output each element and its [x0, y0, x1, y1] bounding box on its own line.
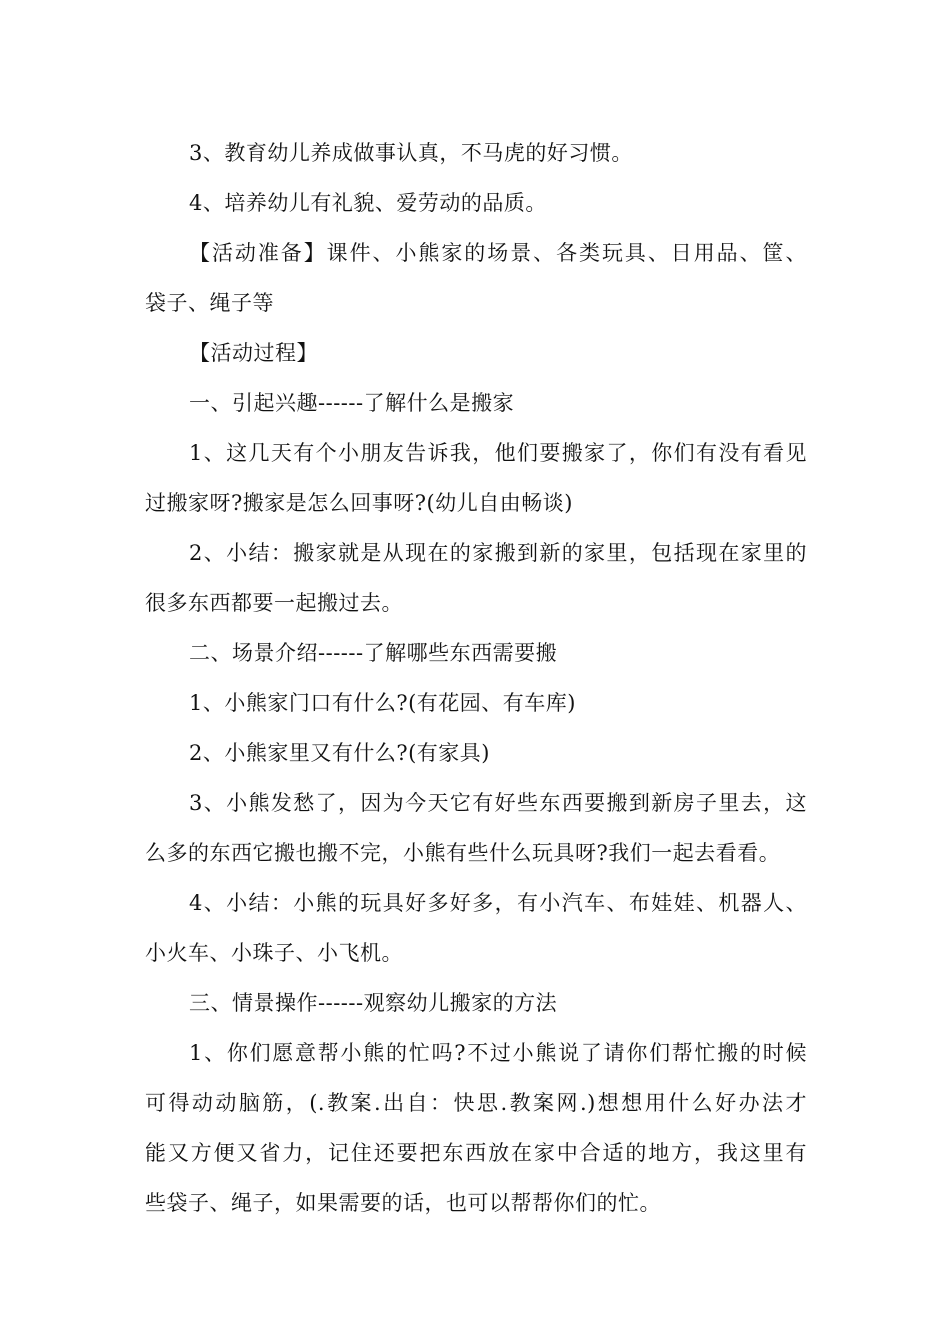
text-line: 可得动动脑筋，(.教案.出自：快思.教案网.)想想用什么好办法才: [145, 1091, 807, 1115]
text-line: 很多东西都要一起搬过去。: [145, 591, 403, 615]
text-line: 3、教育幼儿养成做事认真，不马虎的好习惯。: [189, 141, 633, 165]
section-heading: 二、场景介绍------了解哪些东西需要搬: [189, 641, 558, 665]
text-line: 过搬家呀?搬家是怎么回事呀?(幼儿自由畅谈): [145, 491, 573, 515]
text-line: 能又方便又省力，记住还要把东西放在家中合适的地方，我这里有: [145, 1141, 807, 1165]
section-heading: 三、情景操作------观察幼儿搬家的方法: [189, 991, 558, 1015]
text-line: 1、小熊家门口有什么?(有花园、有车库): [189, 691, 577, 715]
section-heading: 一、引起兴趣------了解什么是搬家: [189, 391, 515, 415]
text-line: 些袋子、绳子，如果需要的话，也可以帮帮你们的忙。: [145, 1191, 661, 1215]
text-line: 3、小熊发愁了，因为今天它有好些东西要搬到新房子里去，这: [189, 791, 807, 815]
text-line: 么多的东西它搬也搬不完，小熊有些什么玩具呀?我们一起去看看。: [145, 841, 781, 865]
text-line: 小火车、小珠子、小飞机。: [145, 941, 403, 965]
section-heading: 【活动过程】: [189, 341, 318, 365]
text-line: 4、小结：小熊的玩具好多好多，有小汽车、布娃娃、机器人、: [189, 891, 807, 915]
text-line: 1、你们愿意帮小熊的忙吗?不过小熊说了请你们帮忙搬的时候: [189, 1041, 807, 1065]
text-line: 4、培养幼儿有礼貌、爱劳动的品质。: [189, 191, 547, 215]
text-line: 2、小熊家里又有什么?(有家具): [189, 741, 491, 765]
text-line: 【活动准备】课件、小熊家的场景、各类玩具、日用品、筐、: [189, 241, 807, 265]
text-line: 1、这几天有个小朋友告诉我，他们要搬家了，你们有没有看见: [189, 441, 807, 465]
document-body: [145, 128, 807, 1228]
text-line: 2、小结：搬家就是从现在的家搬到新的家里，包括现在家里的: [189, 541, 807, 565]
text-line: 袋子、绳子等: [145, 291, 274, 315]
